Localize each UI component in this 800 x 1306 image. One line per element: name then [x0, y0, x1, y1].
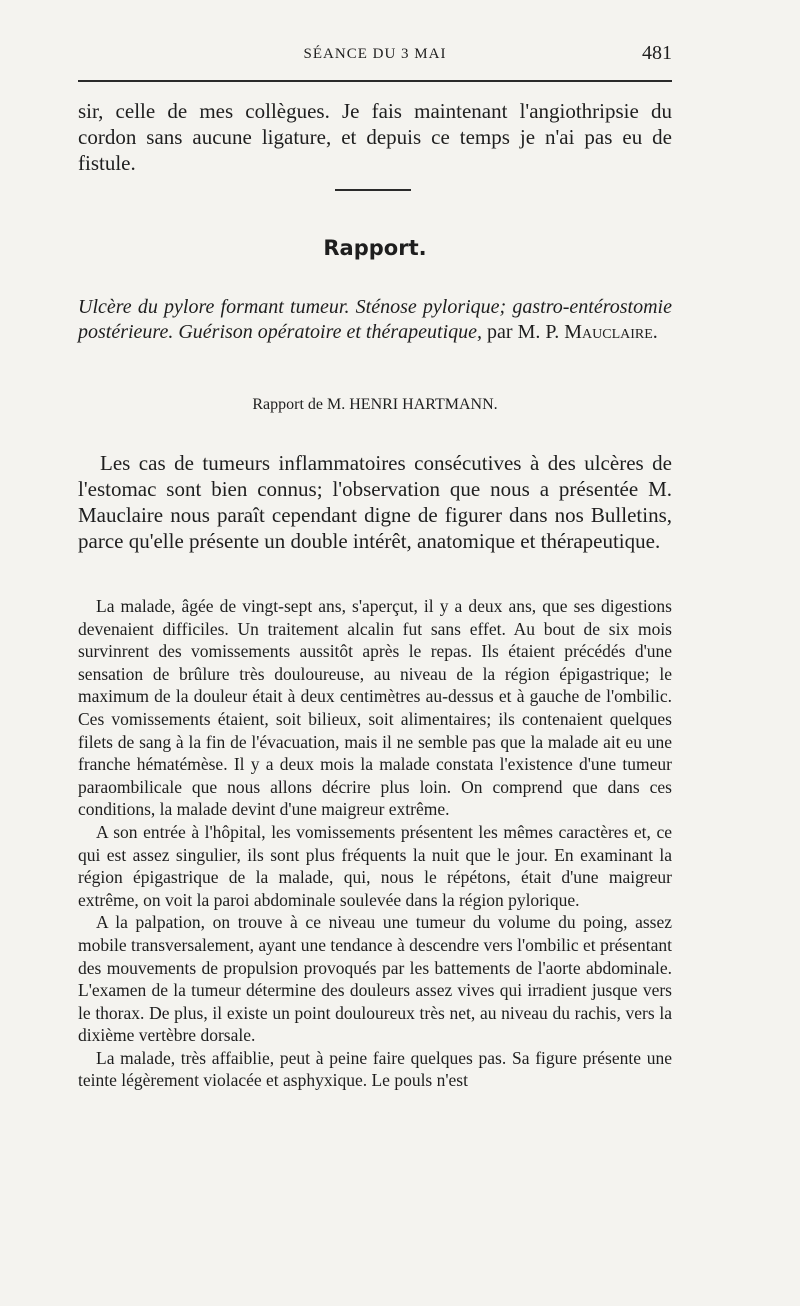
- intro-paragraph: [78, 98, 672, 176]
- observation-text: [78, 595, 672, 1092]
- report-title-italic: Ulcère du pylore formant tumeur. Sténose pylorique; gastro-entérostomie postérieure. Guérison opératoire et thérapeutique,: [78, 296, 672, 343]
- section-divider: [335, 189, 411, 191]
- section-title: Rapport.: [323, 236, 427, 260]
- observation-paragraph-3: A la palpation, on trouve à ce niveau une tumeur du volume du poing, assez mobile transversalement, ayant une tendance à descendre vers l'ombilic et présentant des mouvements de propulsion provoqués par les battements de l'aorte abdominale. L'examen de la tumeur détermine des douleurs assez vives qui irradient jusque vers le thorax. De plus, il existe un point douloureux très net, au niveau du rachis, vers la dixième vertèbre dorsale.: [78, 912, 672, 1046]
- running-title: SÉANCE DU 3 MAI: [303, 46, 447, 62]
- observation-paragraph-2: A son entrée à l'hôpital, les vomissements présentent les mêmes caractères et, ce qui est assez singulier, ils sont plus fréquents la nuit que le jour. En examinant la région épigastrique de la malade, qui, nous le répétons, était d'une maigreur extrême, on voit la paroi abdominale soulevée dans la région pylorique.: [78, 821, 672, 910]
- report-title: [78, 295, 672, 345]
- report-title-par: par: [482, 321, 518, 343]
- observation-paragraph-1: La malade, âgée de vingt-sept ans, s'aperçut, il y a deux ans, que ses digestions devenaient difficiles. Un traitement alcalin fut sans effet. Au bout de six mois survinrent des vomissements aussitôt après le repas. Ils étaient précédés d'une sensation de brûlure très douloureuse, au niveau de la région épigastrique; le maximum de la douleur était à deux centimètres au-dessus et à gauche de l'ombilic. Ces vomissements étaient, soit bilieux, soit alimentaires; ils contenaient quelques filets de sang à la fin de l'évacuation, mais il ne semble pas que la malade ait eu une franche hématémèse. Il y a deux mois la malade constata l'existence d'une tumeur paraombilicale que nous allons décrire plus loin. On comprend que dans ces conditions, la malade devint d'une maigreur extrême.: [78, 596, 672, 820]
- page-header: [78, 44, 672, 78]
- main-text: Les cas de tumeurs inflammatoires consécutives à des ulcères de l'estomac sont bien connus; l'observation que nous a présentée M. Mauclaire nous paraît cependant digne de figurer dans nos Bulletins, parce qu'elle présente un double intérêt, anatomique et thérapeutique.: [78, 451, 672, 553]
- report-byline: Rapport de M. HENRI HARTMANN.: [252, 396, 498, 413]
- main-paragraph: [78, 450, 672, 554]
- page-number: 481: [642, 42, 672, 64]
- intro-text: sir, celle de mes collègues. Je fais maintenant l'angiothripsie du cordon sans aucune ligature, et depuis ce temps je n'ai pas eu de fistule.: [78, 99, 672, 175]
- observation-paragraph-4: La malade, très affaiblie, peut à peine faire quelques pas. Sa figure présente une teinte légèrement violacée et asphyxique. Le pouls n'est: [78, 1047, 672, 1091]
- header-rule: [78, 80, 672, 82]
- report-author: M. P. Mauclaire.: [517, 321, 658, 343]
